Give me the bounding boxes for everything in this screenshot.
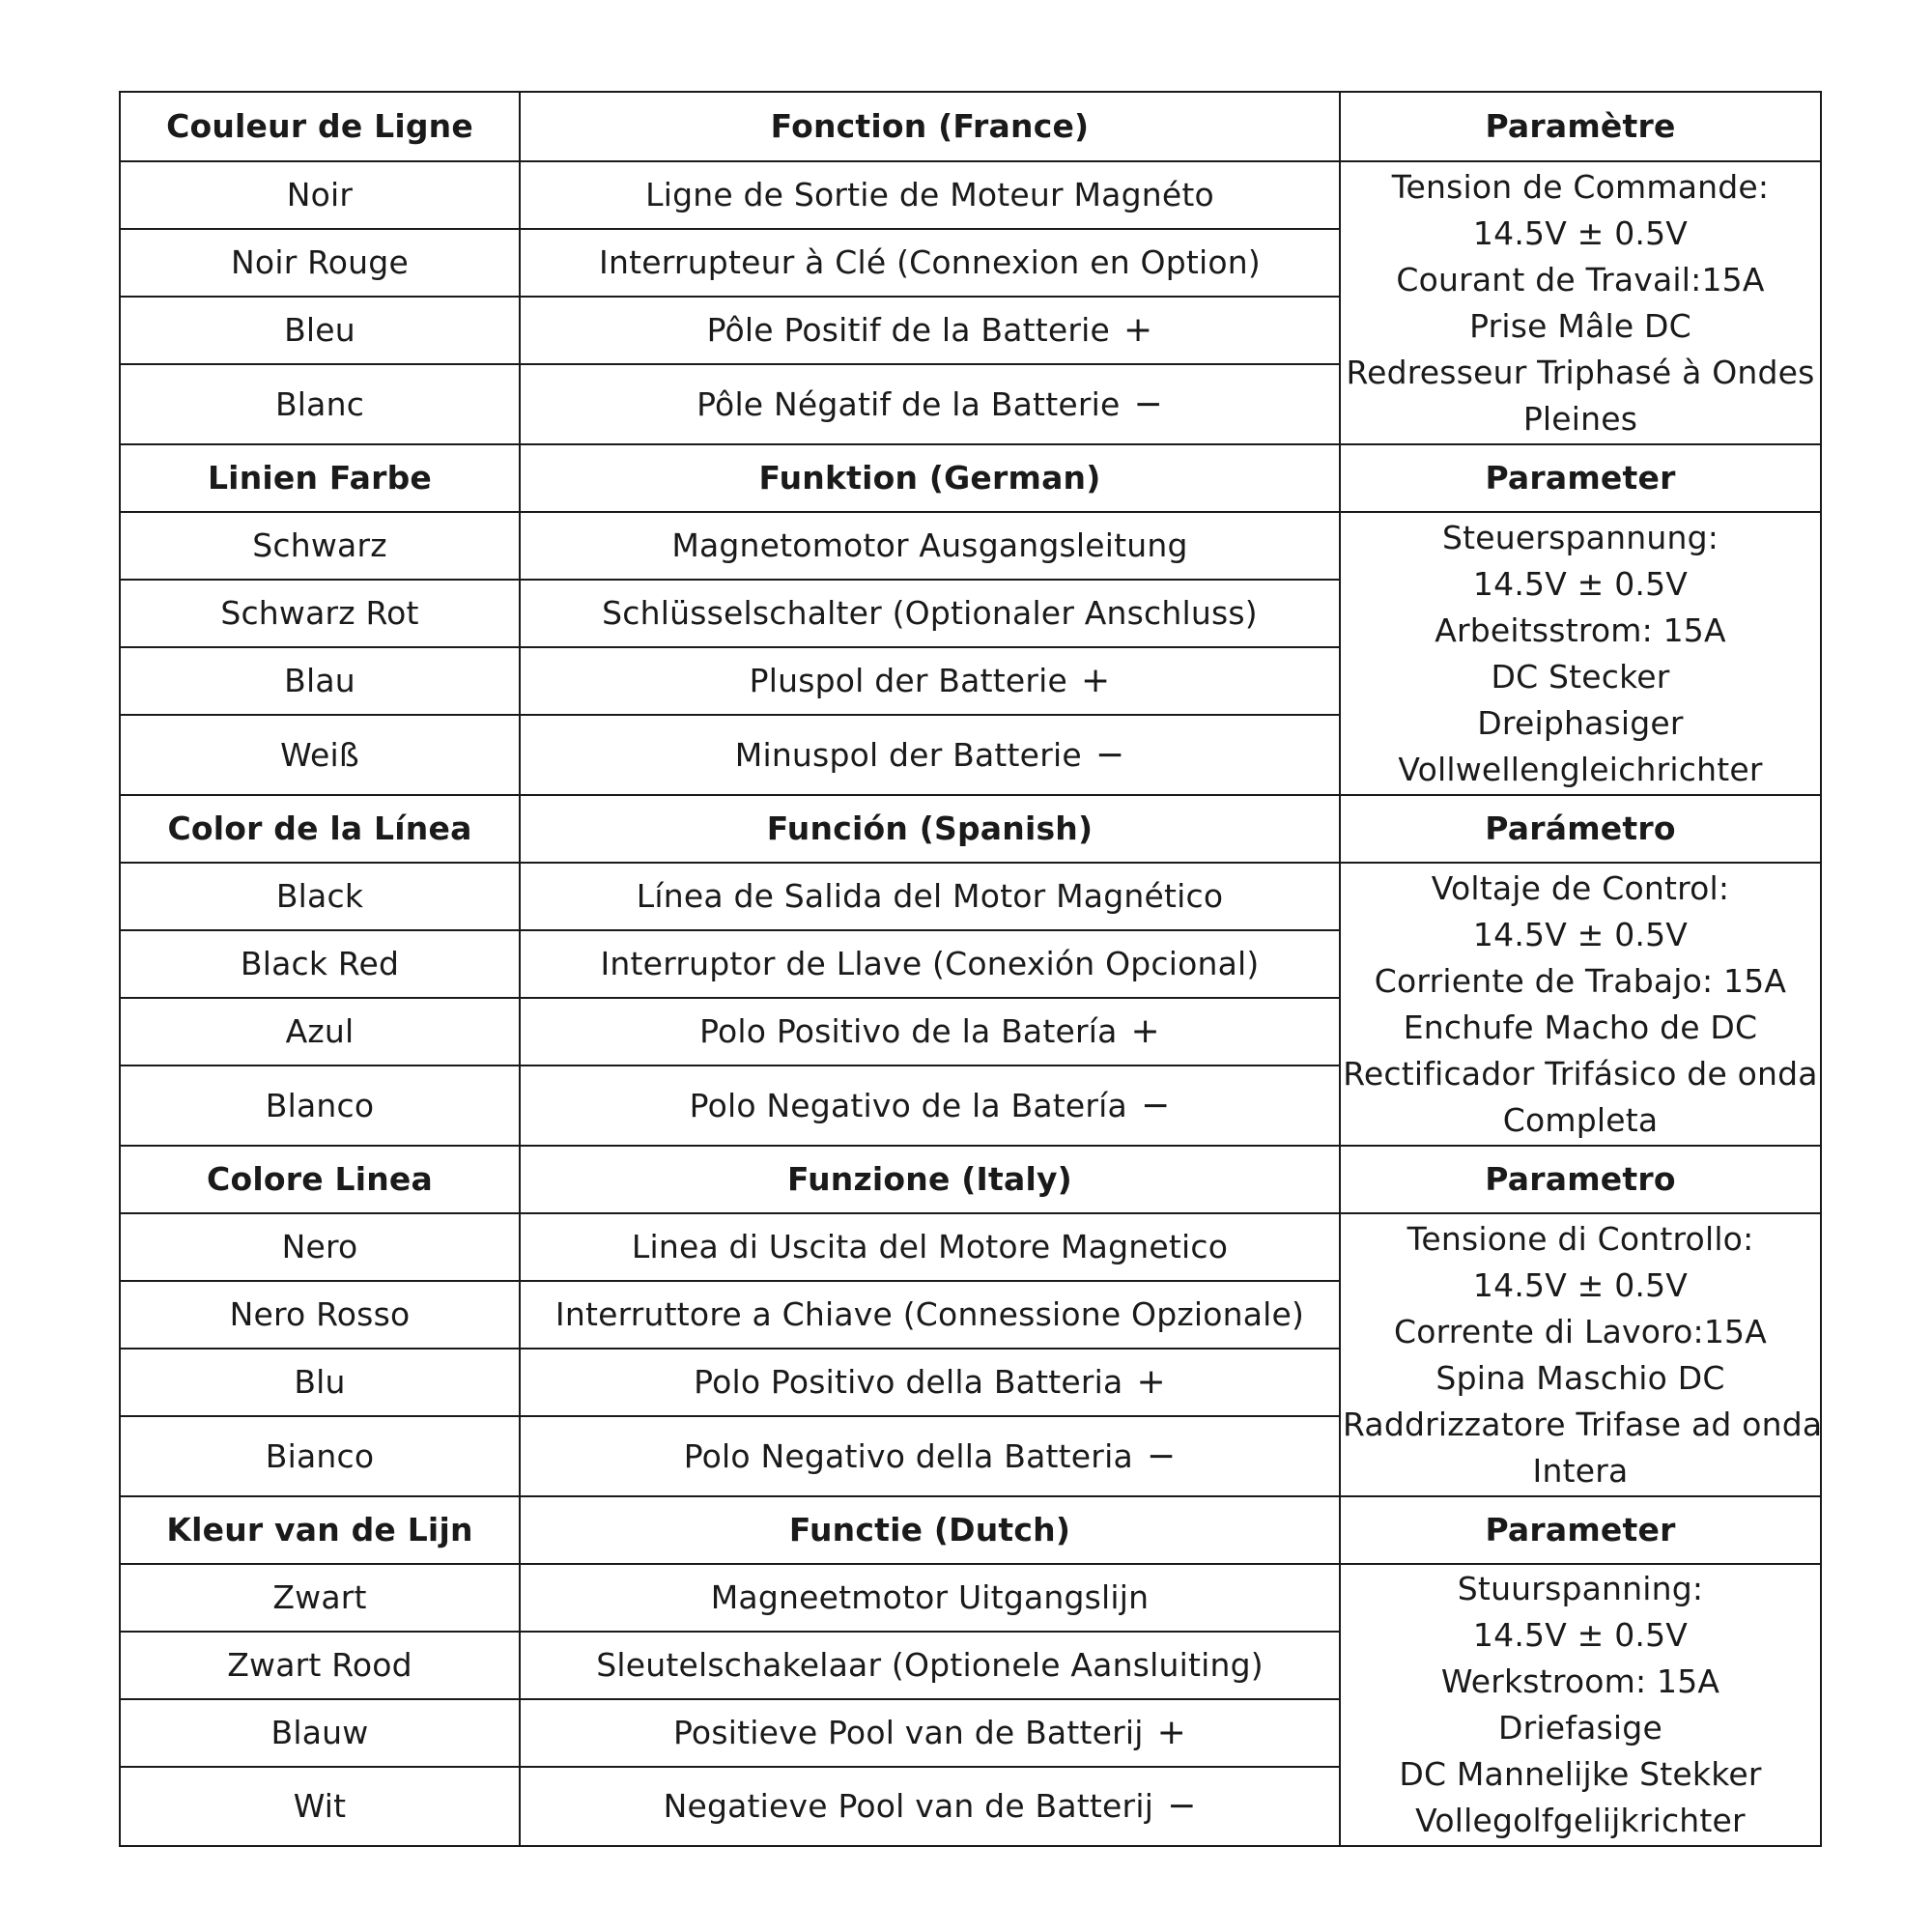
header-parameter: Parameter: [1340, 444, 1821, 512]
header-line-color: Colore Linea: [120, 1146, 520, 1213]
function-cell: [520, 364, 1340, 444]
function-cell: Interruttore a Chiave (Connessione Opzionale): [520, 1281, 1340, 1349]
function-cell: Magneetmotor Uitgangslijn: [520, 1564, 1340, 1632]
header-function: Functie (Dutch): [520, 1496, 1340, 1564]
header-line-color: Linien Farbe: [120, 444, 520, 512]
minus-sign-icon: −: [1167, 1786, 1197, 1826]
line-color-cell: Zwart: [120, 1564, 520, 1632]
plus-sign-icon: +: [1123, 310, 1153, 350]
header-parameter: Parámetro: [1340, 795, 1821, 863]
minus-sign-icon: −: [1146, 1435, 1177, 1476]
function-cell: [520, 1699, 1340, 1767]
line-color-cell: Blanc: [120, 364, 520, 444]
line-color-cell: Bleu: [120, 297, 520, 364]
wiring-spec-table: [119, 91, 1822, 1847]
line-color-cell: Nero Rosso: [120, 1281, 520, 1349]
function-cell: [520, 1416, 1340, 1496]
function-cell: Magnetomotor Ausgangsleitung: [520, 512, 1340, 580]
table-row: [120, 161, 1821, 229]
header-parameter: Paramètre: [1340, 92, 1821, 161]
function-text: Polo Positivo della Batteria: [694, 1363, 1123, 1401]
parameter-line: Prise Mâle DC: [1469, 306, 1691, 345]
function-cell: [520, 1349, 1340, 1416]
minus-sign-icon: −: [1094, 734, 1125, 775]
header-parameter: Parameter: [1340, 1496, 1821, 1564]
line-color-cell: Azul: [120, 998, 520, 1065]
function-text: Polo Positivo de la Batería: [699, 1012, 1118, 1050]
parameter-line: Corrente di Lavoro:15A: [1393, 1312, 1768, 1350]
function-cell: Interrupteur à Clé (Connexion en Option): [520, 229, 1340, 297]
function-cell: [520, 297, 1340, 364]
header-parameter: Parametro: [1340, 1146, 1821, 1213]
parameter-line: Raddrizzatore Trifase ad onda: [1343, 1405, 1823, 1443]
table-row: [120, 1213, 1821, 1281]
function-text: Positieve Pool van de Batterij: [673, 1714, 1144, 1751]
parameter-cell: [1340, 161, 1821, 444]
line-color-cell: Schwarz: [120, 512, 520, 580]
parameter-line: Driefasige: [1498, 1709, 1662, 1747]
section-header-french: [120, 92, 1821, 161]
line-color-cell: Zwart Rood: [120, 1632, 520, 1699]
function-text: Pôle Positif de la Batterie: [706, 311, 1111, 349]
parameter-line: Tension de Commande:: [1391, 167, 1770, 206]
header-line-color: Color de la Línea: [120, 795, 520, 863]
parameter-line: DC Stecker: [1491, 657, 1670, 696]
line-color-cell: Wit: [120, 1767, 520, 1846]
line-color-cell: Blau: [120, 647, 520, 715]
line-color-cell: Blu: [120, 1349, 520, 1416]
parameter-cell: [1340, 863, 1821, 1146]
function-cell: Linea di Uscita del Motore Magnetico: [520, 1213, 1340, 1281]
parameter-line: 14.5V ± 0.5V: [1472, 1265, 1689, 1304]
parameter-line: Stuurspanning:: [1457, 1570, 1704, 1607]
parameter-line: Voltaje de Control:: [1431, 868, 1730, 907]
function-cell: [520, 647, 1340, 715]
parameter-line: Completa: [1502, 1100, 1659, 1139]
parameter-line: Arbeitsstrom: 15A: [1435, 611, 1726, 649]
parameter-line: Corriente de Trabajo: 15A: [1374, 961, 1787, 1000]
header-function: Funktion (German): [520, 444, 1340, 512]
function-cell: Línea de Salida del Motor Magnético: [520, 863, 1340, 930]
parameter-line: DC Mannelijke Stekker: [1399, 1755, 1762, 1793]
parameter-line: 14.5V ± 0.5V: [1472, 213, 1689, 252]
parameter-line: Vollwellengleichrichter: [1398, 750, 1763, 788]
parameter-line: Courant de Travail:15A: [1396, 260, 1765, 298]
function-cell: Ligne de Sortie de Moteur Magnéto: [520, 161, 1340, 229]
header-function: Fonction (France): [520, 92, 1340, 161]
table-row: [120, 1564, 1821, 1632]
function-cell: [520, 1065, 1340, 1146]
function-cell: [520, 1767, 1340, 1846]
parameter-cell: [1340, 512, 1821, 795]
parameter-cell: [1340, 1564, 1821, 1846]
minus-sign-icon: −: [1133, 384, 1163, 424]
line-color-cell: Black Red: [120, 930, 520, 998]
function-cell: [520, 715, 1340, 795]
parameter-line: Pleines: [1522, 399, 1638, 438]
function-cell: Schlüsselschalter (Optionaler Anschluss): [520, 580, 1340, 647]
function-text: Negatieve Pool van de Batterij: [663, 1787, 1154, 1825]
line-color-cell: Blauw: [120, 1699, 520, 1767]
section-header-spanish: [120, 795, 1821, 863]
function-text: Pôle Négatif de la Batterie: [696, 384, 1121, 423]
parameter-line: Steuerspannung:: [1441, 518, 1719, 556]
header-line-color: Couleur de Ligne: [120, 92, 520, 161]
function-cell: Sleutelschakelaar (Optionele Aansluiting): [520, 1632, 1340, 1699]
section-header-italian: [120, 1146, 1821, 1213]
line-color-cell: Weiß: [120, 715, 520, 795]
function-cell: Interruptor de Llave (Conexión Opcional): [520, 930, 1340, 998]
parameter-line: Intera: [1532, 1451, 1629, 1490]
parameter-line: 14.5V ± 0.5V: [1472, 1616, 1689, 1654]
parameter-line: Spina Maschio DC: [1435, 1358, 1725, 1397]
section-header-german: [120, 444, 1821, 512]
line-color-cell: Blanco: [120, 1065, 520, 1146]
line-color-cell: Nero: [120, 1213, 520, 1281]
parameter-line: Werkstroom: 15A: [1440, 1662, 1720, 1700]
plus-sign-icon: +: [1130, 1011, 1160, 1051]
parameter-line: Tensione di Controllo:: [1406, 1219, 1754, 1258]
header-line-color: Kleur van de Lijn: [120, 1496, 520, 1564]
parameter-cell: [1340, 1213, 1821, 1496]
line-color-cell: Schwarz Rot: [120, 580, 520, 647]
function-text: Pluspol der Batterie: [749, 662, 1067, 699]
parameter-line: Redresseur Triphasé à Ondes: [1346, 353, 1815, 391]
parameter-line: Vollegolfgelijkrichter: [1415, 1802, 1746, 1839]
section-header-dutch: [120, 1496, 1821, 1564]
parameter-line: 14.5V ± 0.5V: [1472, 915, 1689, 953]
function-cell: [520, 998, 1340, 1065]
parameter-line: Dreiphasiger: [1477, 703, 1684, 742]
header-function: Funzione (Italy): [520, 1146, 1340, 1213]
line-color-cell: Noir: [120, 161, 520, 229]
plus-sign-icon: +: [1080, 661, 1111, 700]
function-text: Polo Negativo della Batteria: [683, 1436, 1133, 1475]
line-color-cell: Noir Rouge: [120, 229, 520, 297]
table-row: [120, 512, 1821, 580]
plus-sign-icon: +: [1136, 1362, 1166, 1402]
plus-sign-icon: +: [1156, 1713, 1186, 1752]
table-row: [120, 863, 1821, 930]
line-color-cell: Black: [120, 863, 520, 930]
header-function: Función (Spanish): [520, 795, 1340, 863]
minus-sign-icon: −: [1140, 1085, 1171, 1125]
function-text: Minuspol der Batterie: [734, 735, 1082, 774]
line-color-cell: Bianco: [120, 1416, 520, 1496]
parameter-line: 14.5V ± 0.5V: [1472, 564, 1689, 603]
parameter-line: Enchufe Macho de DC: [1403, 1008, 1758, 1046]
parameter-line: Rectificador Trifásico de onda: [1343, 1054, 1818, 1093]
function-text: Polo Negativo de la Batería: [689, 1086, 1127, 1124]
